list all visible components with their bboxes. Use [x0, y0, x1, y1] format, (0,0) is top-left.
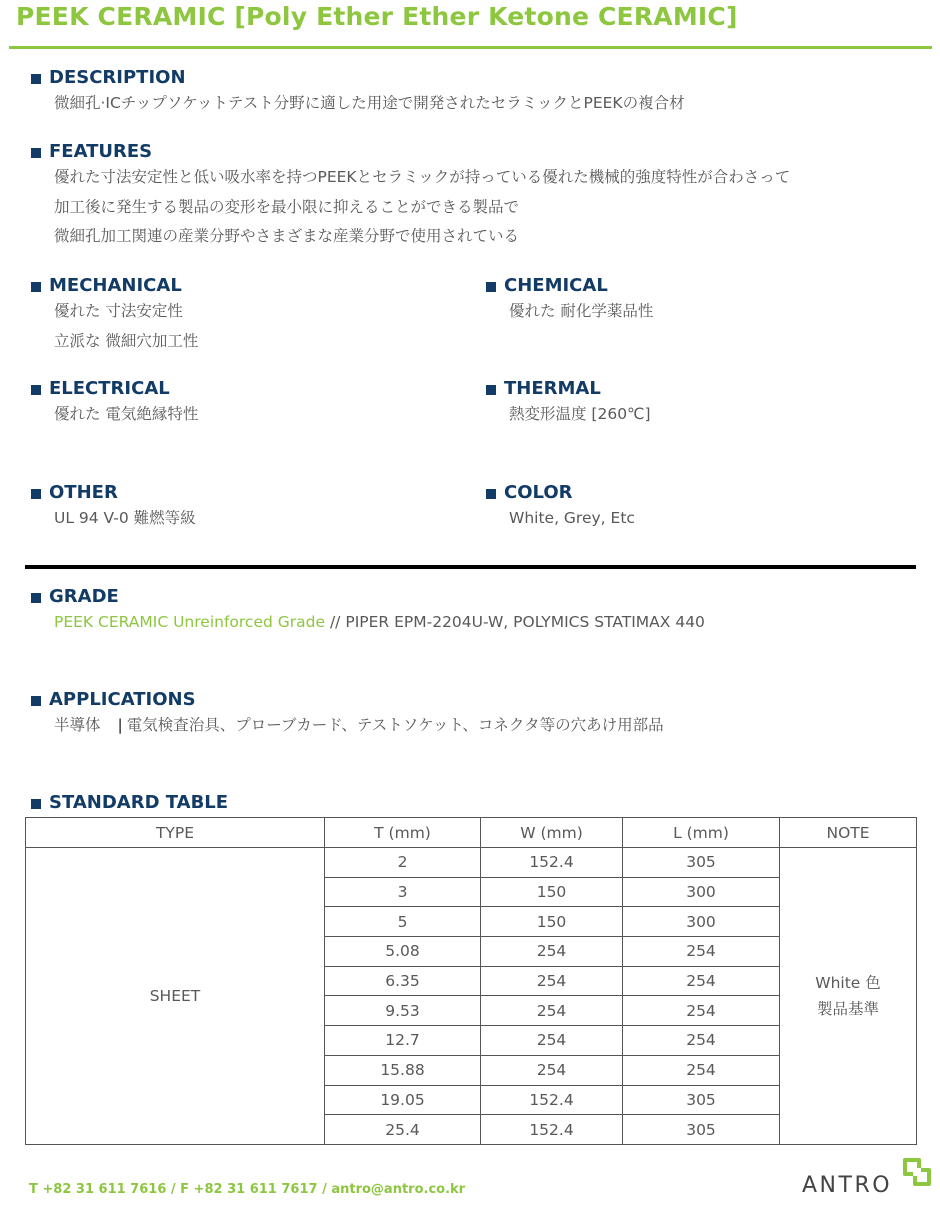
- bullet-square-icon: [486, 385, 496, 395]
- t-cell: 3: [325, 877, 481, 907]
- color-section: [484, 480, 635, 534]
- grade-equivalents: PIPER EPM-2204U-W, POLYMICS STATIMAX 440: [345, 613, 705, 631]
- l-cell: 300: [623, 907, 780, 937]
- type-cell: SHEET: [26, 848, 325, 1145]
- w-cell: 254: [481, 1055, 623, 1085]
- other-heading: OTHER: [49, 481, 118, 503]
- bullet-square-icon: [31, 282, 41, 292]
- t-cell: 25.4: [325, 1115, 481, 1145]
- column-header-w: W (mm): [481, 818, 623, 848]
- electrical-heading: ELECTRICAL: [49, 377, 170, 399]
- bullet-square-icon: [31, 799, 41, 809]
- t-cell: 9.53: [325, 996, 481, 1026]
- features-line: 優れた寸法安定性と低い吸水率を持つPEEKとセラミックが持っている優れた機械的強度特性が合わさって: [54, 168, 791, 186]
- note-line: 製品基準: [816, 999, 879, 1018]
- l-cell: 254: [623, 937, 780, 967]
- electrical-section: [29, 376, 198, 430]
- mechanical-line: 立派な 微細穴加工性: [54, 331, 199, 350]
- applications-field: 半導体: [54, 716, 101, 734]
- l-cell: 305: [623, 1085, 780, 1115]
- antro-logo: [802, 1157, 934, 1199]
- t-cell: 5.08: [325, 937, 481, 967]
- mechanical-section: [29, 273, 198, 356]
- l-cell: 300: [623, 877, 780, 907]
- bullet-square-icon: [486, 282, 496, 292]
- other-section: [29, 480, 196, 534]
- features-line: 加工後に発生する製品の変形を最小限に抑えることができる製品で: [54, 197, 520, 216]
- thermal-heading: THERMAL: [504, 377, 601, 399]
- bullet-square-icon: [31, 593, 41, 603]
- t-cell: 2: [325, 848, 481, 878]
- chemical-line: 優れた 耐化学薬品性: [509, 302, 654, 320]
- page-title: PEEK CERAMIC [Poly Ether Ether Ketone CERAMIC]: [16, 2, 738, 31]
- l-cell: 305: [623, 1115, 780, 1145]
- column-header-t: T (mm): [325, 818, 481, 848]
- mechanical-line: 優れた 寸法安定性: [54, 302, 183, 320]
- l-cell: 254: [623, 1055, 780, 1085]
- features-section: [29, 139, 790, 252]
- mechanical-heading: MECHANICAL: [49, 274, 182, 296]
- color-line: White, Grey, Etc: [509, 509, 635, 527]
- description-section: [29, 65, 685, 119]
- other-line: UL 94 V-0 難燃等級: [54, 509, 196, 527]
- t-cell: 15.88: [325, 1055, 481, 1085]
- chemical-heading: CHEMICAL: [504, 274, 608, 296]
- antro-logo-icon: [902, 1157, 932, 1189]
- w-cell: 254: [481, 1026, 623, 1056]
- t-cell: 6.35: [325, 966, 481, 996]
- grade-section: [29, 584, 705, 638]
- table-row: [26, 848, 917, 878]
- note-line: White 色: [815, 973, 881, 992]
- logo-text: ANTRO: [802, 1173, 893, 1198]
- bullet-square-icon: [31, 696, 41, 706]
- grade-heading: GRADE: [49, 585, 119, 607]
- description-line: 微細孔·ICチップソケットテスト分野に適した用途で開発されたセラミックとPEEKの複合材: [54, 94, 685, 112]
- section-divider: [25, 565, 916, 569]
- bullet-square-icon: [31, 385, 41, 395]
- w-cell: 254: [481, 937, 623, 967]
- bullet-square-icon: [31, 74, 41, 84]
- w-cell: 150: [481, 877, 623, 907]
- bullet-square-icon: [31, 489, 41, 499]
- w-cell: 150: [481, 907, 623, 937]
- w-cell: 254: [481, 966, 623, 996]
- grade-name: PEEK CERAMIC Unreinforced Grade: [54, 613, 326, 631]
- standard-table-heading: STANDARD TABLE: [49, 791, 229, 813]
- t-cell: 5: [325, 907, 481, 937]
- l-cell: 254: [623, 1026, 780, 1056]
- chemical-section: [484, 273, 653, 327]
- column-header-note: NOTE: [780, 818, 917, 848]
- title-underline: [9, 46, 932, 49]
- features-line: 微細孔加工関連の産業分野やさまざまな産業分野で使用されている: [54, 227, 520, 245]
- thermal-section: [484, 376, 651, 430]
- w-cell: 152.4: [481, 1115, 623, 1145]
- note-cell: [780, 848, 917, 1145]
- grade-line: [29, 608, 705, 638]
- bullet-square-icon: [486, 489, 496, 499]
- standard-table-section: [29, 790, 228, 814]
- standard-table: [25, 817, 917, 1145]
- l-cell: 254: [623, 966, 780, 996]
- t-cell: 12.7: [325, 1026, 481, 1056]
- footer-contact: T +82 31 611 7616 / F +82 31 611 7617 / antro@antro.co.kr: [29, 1182, 466, 1197]
- applications-separator: |: [117, 716, 123, 734]
- w-cell: 152.4: [481, 848, 623, 878]
- thermal-line: 熱変形温度 [260℃]: [509, 405, 651, 423]
- w-cell: 152.4: [481, 1085, 623, 1115]
- bullet-square-icon: [31, 148, 41, 158]
- applications-line: [29, 711, 664, 741]
- applications-heading: APPLICATIONS: [49, 688, 196, 710]
- applications-section: [29, 687, 664, 741]
- l-cell: 305: [623, 848, 780, 878]
- description-heading: DESCRIPTION: [49, 66, 186, 88]
- color-heading: COLOR: [504, 481, 573, 503]
- applications-uses: 電気検査治具、プローブカード、テストソケット、コネクタ等の穴あけ用部品: [126, 716, 664, 734]
- features-heading: FEATURES: [49, 140, 153, 162]
- w-cell: 254: [481, 996, 623, 1026]
- column-header-type: TYPE: [26, 818, 325, 848]
- column-header-l: L (mm): [623, 818, 780, 848]
- t-cell: 19.05: [325, 1085, 481, 1115]
- l-cell: 254: [623, 996, 780, 1026]
- grade-separator: //: [329, 613, 341, 631]
- electrical-line: 優れた 電気絶縁特性: [54, 405, 199, 423]
- table-header-row: [26, 818, 917, 848]
